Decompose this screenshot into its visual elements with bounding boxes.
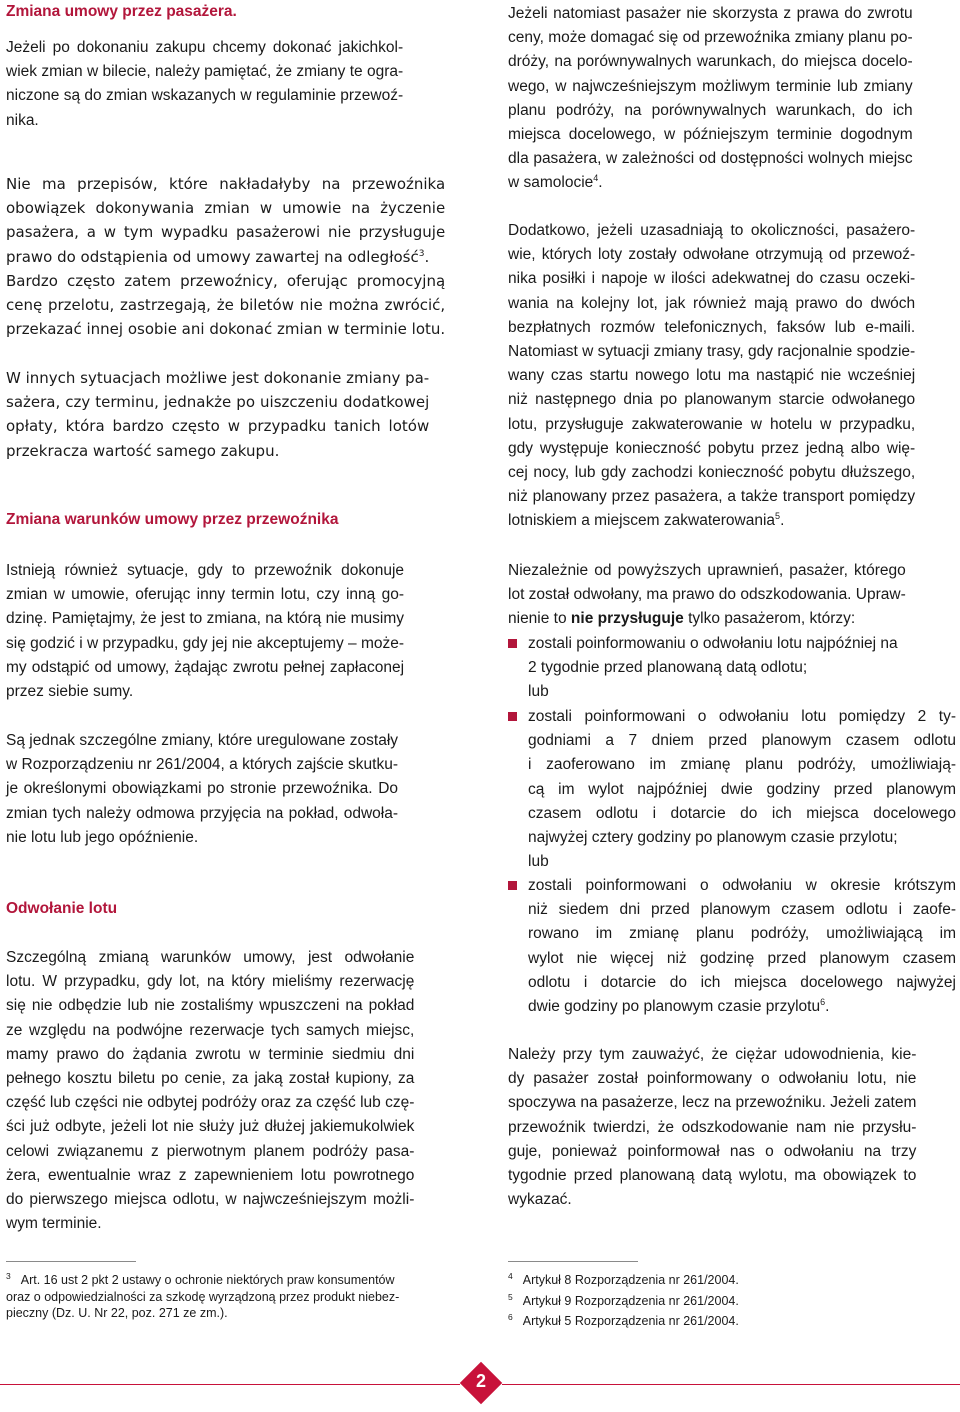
footnotes-right	[508, 1268, 956, 1330]
text-line: Jeżeli natomiast pasażer nie skorzysta z prawa do zwrotu	[508, 5, 913, 22]
text-line: nika.	[6, 111, 39, 129]
text-line: W innych sytuacjach możliwe jest dokonanie zmiany pa-	[6, 369, 430, 387]
text-line: Art. 16 ust 2 pkt 2 ustawy o ochronie niektórych praw konsumentów	[20, 1273, 395, 1287]
text-line: bezpłatnych rozmów telefonicznych, faksów lub e-maili.	[508, 318, 916, 336]
text-line: 2 tygodnie przed planowaną datą odlotu;	[528, 659, 808, 677]
bullet-square-icon	[508, 639, 517, 648]
text-line: czasem odlotu i dotarcie do ich miejsca docelowego	[528, 804, 956, 822]
text-line: część lub części nie odbytej podróży oraz za część lub czę-	[6, 1094, 415, 1112]
text-line: dróży, na porównywalnych warunkach, do miejsca docelo-	[508, 53, 913, 71]
bullet-square-icon	[508, 712, 517, 721]
footnote-text: Artykuł 5 Rozporządzenia nr 261/2004.	[522, 1314, 739, 1328]
footer-rule-left	[0, 1384, 460, 1385]
paragraph-carrier-changes	[6, 559, 404, 704]
paragraph-special-changes	[6, 729, 398, 850]
text-line: lotu, przysługuje zakwaterowanie w hotelu w przypadku,	[508, 415, 916, 433]
paragraph-cancellation	[6, 946, 414, 1236]
text-line: Nie ma przepisów, które nakładałyby na przewoźnika	[6, 175, 446, 193]
text-line: Szczególną zmianą warunków umowy, jest odwołanie	[6, 949, 415, 966]
text-line: lotu. W przypadku, gdy lot, na który mieliśmy rezerwację	[6, 973, 415, 991]
paragraph-additional-care: Dodatkowo, jeżeli uzasadniają to okoliczności, pasażero- wie, których loty zostały odwołane otrzymują od przewoź- nika posiłki i napoje w ilości adekwatnej do czasu oczeki- wania na kolejny lot, jak również mają prawo do dwóch bezpłatnych rozmów telefonicznych, faksów lub e-maili. Natomiast w sytuacji zmiany trasy, gdy racjonalnie spodzie- wany czas startu nowego lotu ma nastąpić nie wcześniej niż następnego dnia po planowanym starcie odwołanego lotu, przysługuje zakwaterowanie w hotelu w przypadku, gdy występuje konieczność pobytu przez jedną albo wię- cej nocy, lub gdy zachodzi konieczność pobytu dłuższego, niż planowany przez pasażera, a także transport pomiędzy lotniskiem a miejscem zakwaterowania$^5$.	[508, 219, 915, 534]
footnote-ref: 4	[593, 173, 599, 184]
text-line: najwyżej cztery godziny po planowym czasie przylotu;	[528, 829, 898, 847]
footnote-ref: 5	[775, 511, 781, 522]
text-line: pełnego kosztu biletu po cenie, za jaką został kupiony, za	[6, 1070, 415, 1088]
footnote-ref: 3	[418, 248, 425, 259]
section-heading-passenger-change: Zmiana umowy przez pasażera.	[6, 3, 237, 20]
paragraph-no-regulations: Nie ma przepisów, które nakładałyby na przewoźnika obowiązek dokonywania zmian w umowie na życzenie pasażera, a w tym wypadku pasażerowi nie przysługuje prawo do odstąpienia od umowy zawartej na odległość$^3$. Bardzo często zatem przewoźnicy, oferując promocyjną cenę przelotu, zastrzegają, że biletów nie można zwrócić, przekazać innej osobie ani dokonać zmian w terminie lotu.	[6, 172, 445, 341]
text-line: Należy przy tym zauważyć, że ciężar udowodnienia, kie-	[508, 1046, 917, 1063]
text-line: lotniskiem a miejscem zakwaterowania	[508, 512, 776, 530]
text-line: zostali poinformowani o odwołaniu lotu pomiędzy 2 ty-	[528, 708, 956, 725]
paragraph-route-change: Jeżeli natomiast pasażer nie skorzysta z prawa do zwrotu ceny, może domagać się od przewoźnika zmiany planu po- dróży, na porównywalnych warunkach, do miejsca docelo- wego, w najwcześniejszym możliwym terminie lub zmiany planu podróży, na porównywalnych warunkach, do ich miejsca docelowego, w późniejszym terminie dogodnym dla pasażera, w zależności od dostępności wolnych miejsc w samolocie$^4$.	[508, 2, 913, 196]
emphasis-text: nie przysługuje	[570, 610, 684, 628]
text-line: miejsca docelowego, w późniejszym terminie dogodnym	[508, 126, 913, 144]
text-line: pieczny (Dz. U. Nr 22, poz. 271 ze zm.).	[6, 1306, 228, 1320]
text-line: Niezależnie od powyższych uprawnień, pasażer, którego	[508, 562, 906, 579]
text-line: tygodnie przed planowaną datą wylotu, ma obowiązek to	[508, 1167, 917, 1185]
text-line: wego, w najwcześniejszym możliwym terminie lub zmiany	[508, 77, 913, 95]
text-line: cą im wylot najpóźniej dwie godziny przed planowym	[528, 780, 956, 798]
text-line: do pierwszego miejsca odlotu, w najwcześniejszym możli-	[6, 1191, 415, 1209]
paragraph-burden-of-proof	[508, 1043, 916, 1212]
paragraph-other-situations	[6, 366, 429, 463]
text-line: Bardzo często zatem przewoźnicy, oferując promocyjną	[6, 271, 446, 290]
text-line: przekazać innej osobie ani dokonać zmian w terminie lotu.	[6, 320, 446, 339]
text-line: Natomiast w sytuacji zmiany trasy, gdy racjonalnie spodzie-	[508, 343, 916, 361]
text-line: godniami a 7 dniem przed planowym czasem odlotu	[528, 732, 956, 750]
footnote-6	[508, 1309, 956, 1330]
text-line: dwie godziny po planowym czasie przylotu	[528, 998, 821, 1016]
footnote-number: 3	[6, 1271, 11, 1281]
text-line: dla pasażera, w zależności od dostępności wolnych miejsc	[508, 150, 913, 168]
text-line: Są jednak szczególne zmiany, które uregulowane zostały	[6, 732, 399, 749]
bullet-square-icon	[508, 881, 517, 890]
footnote-number: 5	[508, 1291, 513, 1302]
paragraph-passenger-change-intro	[6, 36, 403, 133]
footer-rule-right	[502, 1384, 960, 1385]
text-line: planu podróży, na porównywalnych warunkach, do ich	[508, 101, 913, 119]
text-line: niż następnego dnia po planowanym starcie odwołanego	[508, 391, 916, 409]
text-line: pasażera, a w tym wypadku pasażerowi nie przysługuje	[6, 223, 446, 242]
text-line: przekracza wartość samego zakupu.	[6, 441, 280, 460]
text-line: celowi związanemu z pierwotnym planem podróży pasa-	[6, 1142, 415, 1160]
text-line: lot został odwołany, ma prawo do odszkodowania. Upraw-	[508, 586, 906, 604]
text-line: zostali poinformowani o odwołaniu w okresie krótszym	[528, 877, 956, 894]
text-line: sażera, czy terminu, jednakże po uiszczeniu dodatkowej	[6, 393, 430, 412]
text-line: zmian tych należy odmowa przyjęcia na pokład, odwoła-	[6, 804, 399, 822]
or-connector: lub	[528, 853, 549, 871]
text-line: prawo do odstąpienia od umowy zawartej na odległość	[6, 247, 419, 266]
text-line: spoczywa na pasażerze, lecz na przewoźniku. Jeżeli zatem	[508, 1094, 917, 1112]
text-line: guje, ponieważ poinformował nas o odwołaniu na trzy	[508, 1142, 917, 1160]
footnote-number: 4	[508, 1271, 513, 1281]
text-line: wiek zmian w bilecie, należy pamiętać, że zmiany te ogra-	[6, 63, 404, 81]
text-line: zostali poinformowaniu o odwołaniu lotu najpóźniej na	[528, 635, 898, 652]
text-line: gdy występuje konieczność pobytu przez jedną albo wię-	[508, 439, 916, 457]
text-line: niż siedem dni przed planowym czasem odlotu i zaofe-	[528, 901, 956, 919]
section-heading-flight-cancellation: Odwołanie lotu	[6, 900, 118, 917]
footnote-number: 6	[508, 1312, 513, 1322]
page-number-marker	[460, 1362, 502, 1404]
text-line: cej nocy, lub gdy zachodzi konieczność pobytu dłuższego,	[508, 464, 916, 482]
paragraph-compensation	[508, 559, 906, 632]
text-line: w samolocie	[508, 174, 594, 192]
section-heading-carrier-change: Zmiana warunków umowy przez przewoźnika	[6, 511, 339, 528]
text-line: wania na kolejny lot, jak również mają prawo do dwóch	[508, 294, 916, 312]
text-line: niczone są do zmian wskazanych w regulaminie przewoź-	[6, 87, 404, 105]
text-line: nika posiłki i napoje w ilości adekwatnej do czasu oczeki-	[508, 270, 916, 288]
text-line: obowiązek dokonywania zmian w umowie na życzenie	[6, 199, 446, 218]
text-line: Dodatkowo, jeżeli uzasadniają to okoliczności, pasażero-	[508, 222, 916, 239]
text-line: się nie odbędzie lub nie zostaliśmy wpuszczeni na pokład	[6, 997, 415, 1015]
text-line: nie lotu lub jego opóźnienie.	[6, 828, 199, 846]
text-line: i zaoferowano im zmianę planu podróży, umożliwiają-	[528, 756, 956, 774]
text-line: mamy prawo do żądania zwrotu w terminie siedmiu dni	[6, 1045, 415, 1063]
text-line: oraz o odpowiedzialności za szkodę wyrządzoną przez produkt niebez-	[6, 1289, 400, 1304]
footnote-separator	[508, 1261, 638, 1262]
footnote-text: Artykuł 9 Rozporządzenia nr 261/2004.	[522, 1293, 739, 1308]
text-line: je określonymi obowiązkami po stronie przewoźnika. Do	[6, 780, 399, 798]
text-line: odlotu i dotarcie do ich miejsca docelowego najwyżej	[528, 973, 956, 991]
or-connector: lub	[528, 683, 549, 701]
text-line: tylko pasażerom, którzy:	[683, 610, 856, 628]
footnote-ref: 6	[820, 997, 826, 1008]
text-line: się godzić i w przypadku, gdy jej nie akceptujemy – możе-	[6, 634, 405, 652]
text-line: w Rozporządzeniu nr 261/2004, a których zajście skutku-	[6, 756, 399, 774]
text-line: opłaty, która bardzo często w przypadku tanich lotów	[6, 417, 430, 436]
text-line: ze względu na podwójne rezerwacje tych samych miejsc,	[6, 1021, 415, 1039]
footnote-3	[6, 1268, 454, 1322]
text-line: wylot nie więcej niż godzinę przed planowym czasem	[528, 949, 956, 967]
text-line: wany czas startu nowego lotu ma nastąpić nie wcześniej	[508, 367, 916, 385]
text-line: Istnieją również sytuacje, gdy to przewoźnik dokonuje	[6, 562, 405, 579]
text-line: przewoźnik twierdzi, że odszkodowanie nam nie przysłu-	[508, 1118, 917, 1136]
text-line: przez siebie sumy.	[6, 683, 134, 701]
text-line: wym terminie.	[6, 1215, 102, 1233]
text-line: żera, ewentualnie wraz z zapewnieniem lotu powrotnego	[6, 1166, 415, 1184]
footnote-text: Artykuł 8 Rozporządzenia nr 261/2004.	[522, 1273, 739, 1287]
text-line: nienie to	[508, 610, 571, 628]
text-line: dzinę. Pamiętajmy, że jest to zmiana, na którą nie musimy	[6, 610, 405, 628]
text-line: wie, których loty zostały odwołane otrzymują od przewoź-	[508, 246, 916, 264]
text-line: ceny, może domagać się od przewoźnika zmiany planu po-	[508, 29, 913, 47]
text-line: ści już odbyte, jeżeli lot nie służy już dłużej jakiemukolwiek	[6, 1118, 415, 1136]
page-number: 2	[475, 1371, 486, 1391]
footnote-separator	[6, 1261, 136, 1262]
text-line: wykazać.	[508, 1191, 572, 1209]
text-line: zmian w umowie, oferując inny termin lotu, czy inną go-	[6, 586, 405, 604]
footnote-5	[508, 1289, 956, 1310]
text-line: my odstąpić od umowy, żądając zwrotu pełnej zapłaconej	[6, 658, 405, 676]
text-line: cenę przelotu, zastrzegają, że biletów nie można zwrócić,	[6, 296, 446, 315]
text-line: rowano im zmianę planu podróży, umożliwiającą im	[528, 925, 956, 943]
text-line: Jeżeli po dokonaniu zakupu chcemy dokonać jakichkol-	[6, 39, 404, 56]
text-line: niż planowany przez pasażera, a także transport pomiędzy	[508, 488, 916, 506]
footnote-4	[508, 1268, 956, 1289]
text-line: dy pasażer został poinformowany o odwołaniu lotu, nie	[508, 1070, 917, 1088]
